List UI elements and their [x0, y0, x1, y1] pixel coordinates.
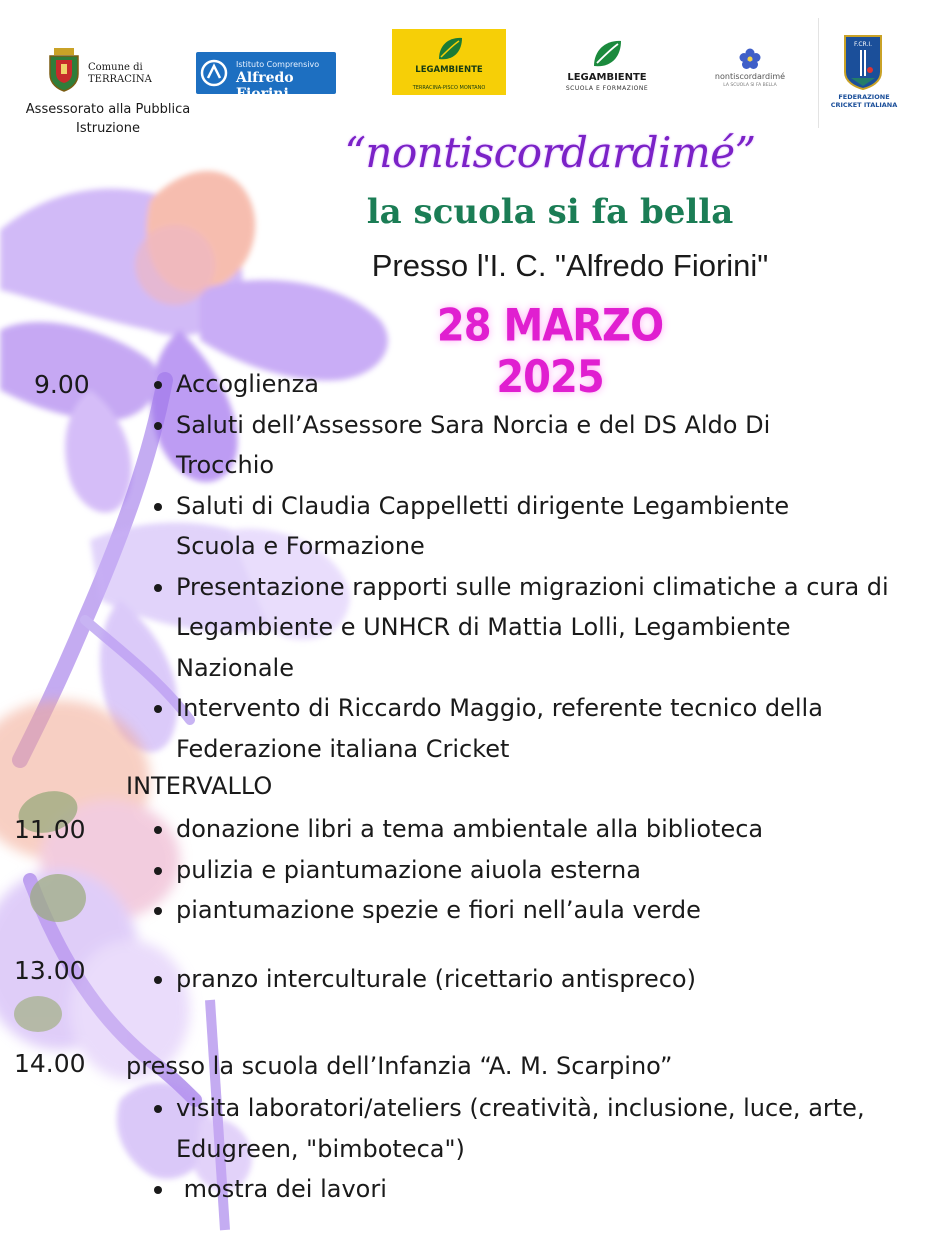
- list-item: mostra dei lavori: [152, 1169, 882, 1210]
- fcri-shield-icon: [843, 34, 883, 90]
- comune-name: Comune di TERRACINA: [88, 62, 152, 85]
- infanzia-venue: presso la scuola dell’Infanzia “A. M. Scarpino”: [126, 1052, 673, 1080]
- program-list-afternoon: [152, 1088, 882, 1210]
- list-item: Presentazione rapporti sulle migrazioni climatiche a cura di Legambiente e UNHCR di Mattia Lolli, Legambiente Nazionale: [152, 567, 896, 689]
- federazione-cricket-logo: [826, 32, 902, 114]
- intervallo-label: INTERVALLO: [126, 772, 273, 800]
- list-item: pulizia e piantumazione aiuola esterna: [152, 850, 912, 891]
- event-venue: Presso l'I. C. "Alfredo Fiorini": [371, 248, 769, 283]
- legambiente-scuola-logo: LEGAMBIENTE SCUOLA E FORMAZIONE: [560, 34, 654, 96]
- list-item: piantumazione spezie e fiori nell’aula verde: [152, 890, 912, 931]
- event-date: 28 MARZO 2025: [436, 300, 664, 404]
- program-list-activities: [152, 809, 912, 931]
- list-item: Accoglienza: [152, 364, 912, 405]
- legambiente-leaf-icon: [590, 38, 624, 70]
- header-divider: [818, 18, 819, 128]
- assessorato-label: Assessorato alla Pubblica Istruzione: [25, 102, 191, 136]
- time-9-00: 9.00: [34, 370, 90, 399]
- time-13-00: 13.00: [14, 956, 86, 985]
- event-subtitle: la scuola si fa bella: [366, 192, 734, 232]
- svg-text:F.CR.I.: F.CR.I.: [853, 41, 873, 48]
- istituto-fiorini-logo: Istituto Comprensivo Alfredo Fiorini: [196, 52, 336, 94]
- forget-me-not-flower-icon: [739, 48, 761, 70]
- list-item: donazione libri a tema ambientale alla biblioteca: [152, 809, 912, 850]
- program-list-morning: [152, 364, 912, 769]
- list-item: Intervento di Riccardo Maggio, referente tecnico della Federazione italiana Cricket: [152, 688, 916, 769]
- legambiente-terracina-logo: LEGAMBIENTE TERRACINA-PISCO MONTANO: [392, 29, 506, 95]
- event-title-script: “nontiscordardimé”: [344, 128, 756, 177]
- program-list-lunch: [152, 959, 912, 1000]
- coat-of-arms-icon: [44, 46, 84, 92]
- time-14-00: 14.00: [14, 1049, 86, 1078]
- fcri-name: FEDERAZIONE CRICKET ITALIANA: [830, 93, 898, 109]
- legambiente-leaf-icon: [435, 35, 465, 63]
- comune-terracina-logo: [18, 42, 198, 142]
- list-item: pranzo interculturale (ricettario antispreco): [152, 959, 912, 1000]
- list-item: visita laboratori/ateliers (creatività, inclusione, luce, arte, Edugreen, "bimboteca"): [152, 1088, 876, 1169]
- nontiscordardime-logo: nontiscordardimé LA SCUOLA SI FA BELLA: [712, 46, 788, 92]
- list-item: Saluti di Claudia Cappelletti dirigente Legambiente Scuola e Formazione: [152, 486, 866, 567]
- school-emblem-icon: [200, 58, 228, 88]
- time-11-00: 11.00: [14, 815, 86, 844]
- list-item: Saluti dell’Assessore Sara Norcia e del DS Aldo Di Trocchio: [152, 405, 826, 486]
